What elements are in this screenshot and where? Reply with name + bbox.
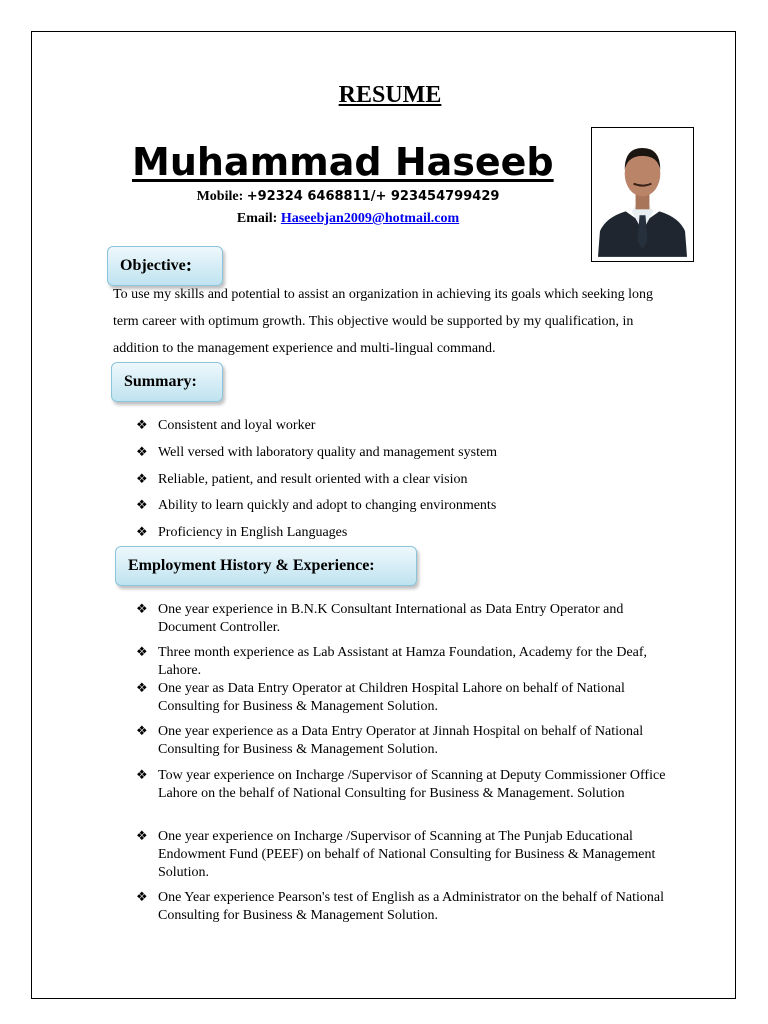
email-line [132, 211, 564, 227]
summary-item-text: Consistent and loyal worker [158, 418, 316, 433]
summary-item-text: Well versed with laboratory quality and management system [158, 444, 498, 460]
diamond-bullet-icon: ❖ [136, 498, 148, 514]
summary-heading: Summary: [111, 362, 223, 402]
summary-item [136, 444, 676, 471]
summary-item-text: Reliable, patient, and result oriented with a clear vision [158, 471, 468, 487]
summary-item [136, 497, 676, 524]
mobile-line [132, 189, 564, 205]
employment-item-text: One year experience on Incharge /Supervisor of Scanning at The Punjab Educational Endowment Fund (PEEF) on behalf of National Consulting for Business & Management Solution. [158, 829, 656, 880]
employment-item [136, 601, 676, 644]
diamond-bullet-icon: ❖ [136, 890, 148, 905]
diamond-bullet-icon: ❖ [136, 768, 148, 783]
employment-list [136, 601, 676, 929]
resume-title: RESUME [338, 82, 442, 108]
mobile-label: Mobile: [196, 189, 247, 204]
email-label: Email: [236, 211, 281, 226]
diamond-bullet-icon: ❖ [136, 525, 148, 541]
diamond-bullet-icon: ❖ [136, 471, 148, 487]
diamond-bullet-icon: ❖ [136, 444, 148, 460]
diamond-bullet-icon: ❖ [136, 602, 148, 617]
employment-item [136, 680, 676, 723]
summary-list [136, 417, 676, 551]
candidate-name: Muhammad Haseeb [132, 140, 554, 184]
employment-item-text: One year experience in B.N.K Consultant International as Data Entry Operator and Document Controller. [158, 602, 624, 635]
diamond-bullet-icon: ❖ [136, 681, 148, 696]
summary-item [136, 471, 676, 498]
diamond-bullet-icon: ❖ [136, 645, 148, 660]
employment-heading: Employment History & Experience: [115, 546, 417, 586]
employment-item [136, 828, 676, 889]
diamond-bullet-icon: ❖ [136, 418, 148, 433]
employment-item [136, 889, 676, 929]
email-link[interactable]: Haseebjan2009@hotmail.com [280, 211, 460, 226]
objective-text: To use my skills and potential to assist an organization in achieving its goals which seeking long term career with optimum growth. This objective would be supported by my qualification, in addition to the management experience and multi-lingual command. [113, 287, 654, 356]
employment-item-text: One year experience as a Data Entry Operator at Jinnah Hospital on behalf of National Consulting for Business & Management Solution. [158, 724, 644, 757]
objective-heading-text: Objective [120, 257, 186, 274]
summary-item-text: Ability to learn quickly and adopt to changing environments [158, 498, 497, 514]
mobile-number: +92324 6468811/+ 923454799429 [246, 189, 500, 204]
employment-item [136, 767, 676, 828]
portrait-image [596, 132, 689, 257]
objective-heading-colon: : [185, 255, 193, 276]
employment-item-text: Tow year experience on Incharge /Supervisor of Scanning at Deputy Commissioner Office Lahore on the behalf of National Consulting for Business & Management. Solution [158, 768, 666, 801]
employment-item-text: One Year experience Pearson's test of English as a Administrator on the behalf of National Consulting for Business & Management Solution. [158, 890, 665, 923]
employment-item [136, 644, 676, 680]
diamond-bullet-icon: ❖ [136, 829, 148, 844]
objective-heading [107, 246, 223, 286]
summary-item-text: Proficiency in English Languages [158, 525, 348, 541]
employment-item-text: One year as Data Entry Operator at Children Hospital Lahore on behalf of National Consulting for Business & Management Solution. [158, 681, 625, 714]
summary-item [136, 417, 676, 444]
employment-item [136, 723, 676, 767]
employment-item-text: Three month experience as Lab Assistant at Hamza Foundation, Academy for the Deaf, Lahore. [158, 645, 648, 678]
diamond-bullet-icon: ❖ [136, 724, 148, 739]
profile-photo [591, 127, 694, 262]
